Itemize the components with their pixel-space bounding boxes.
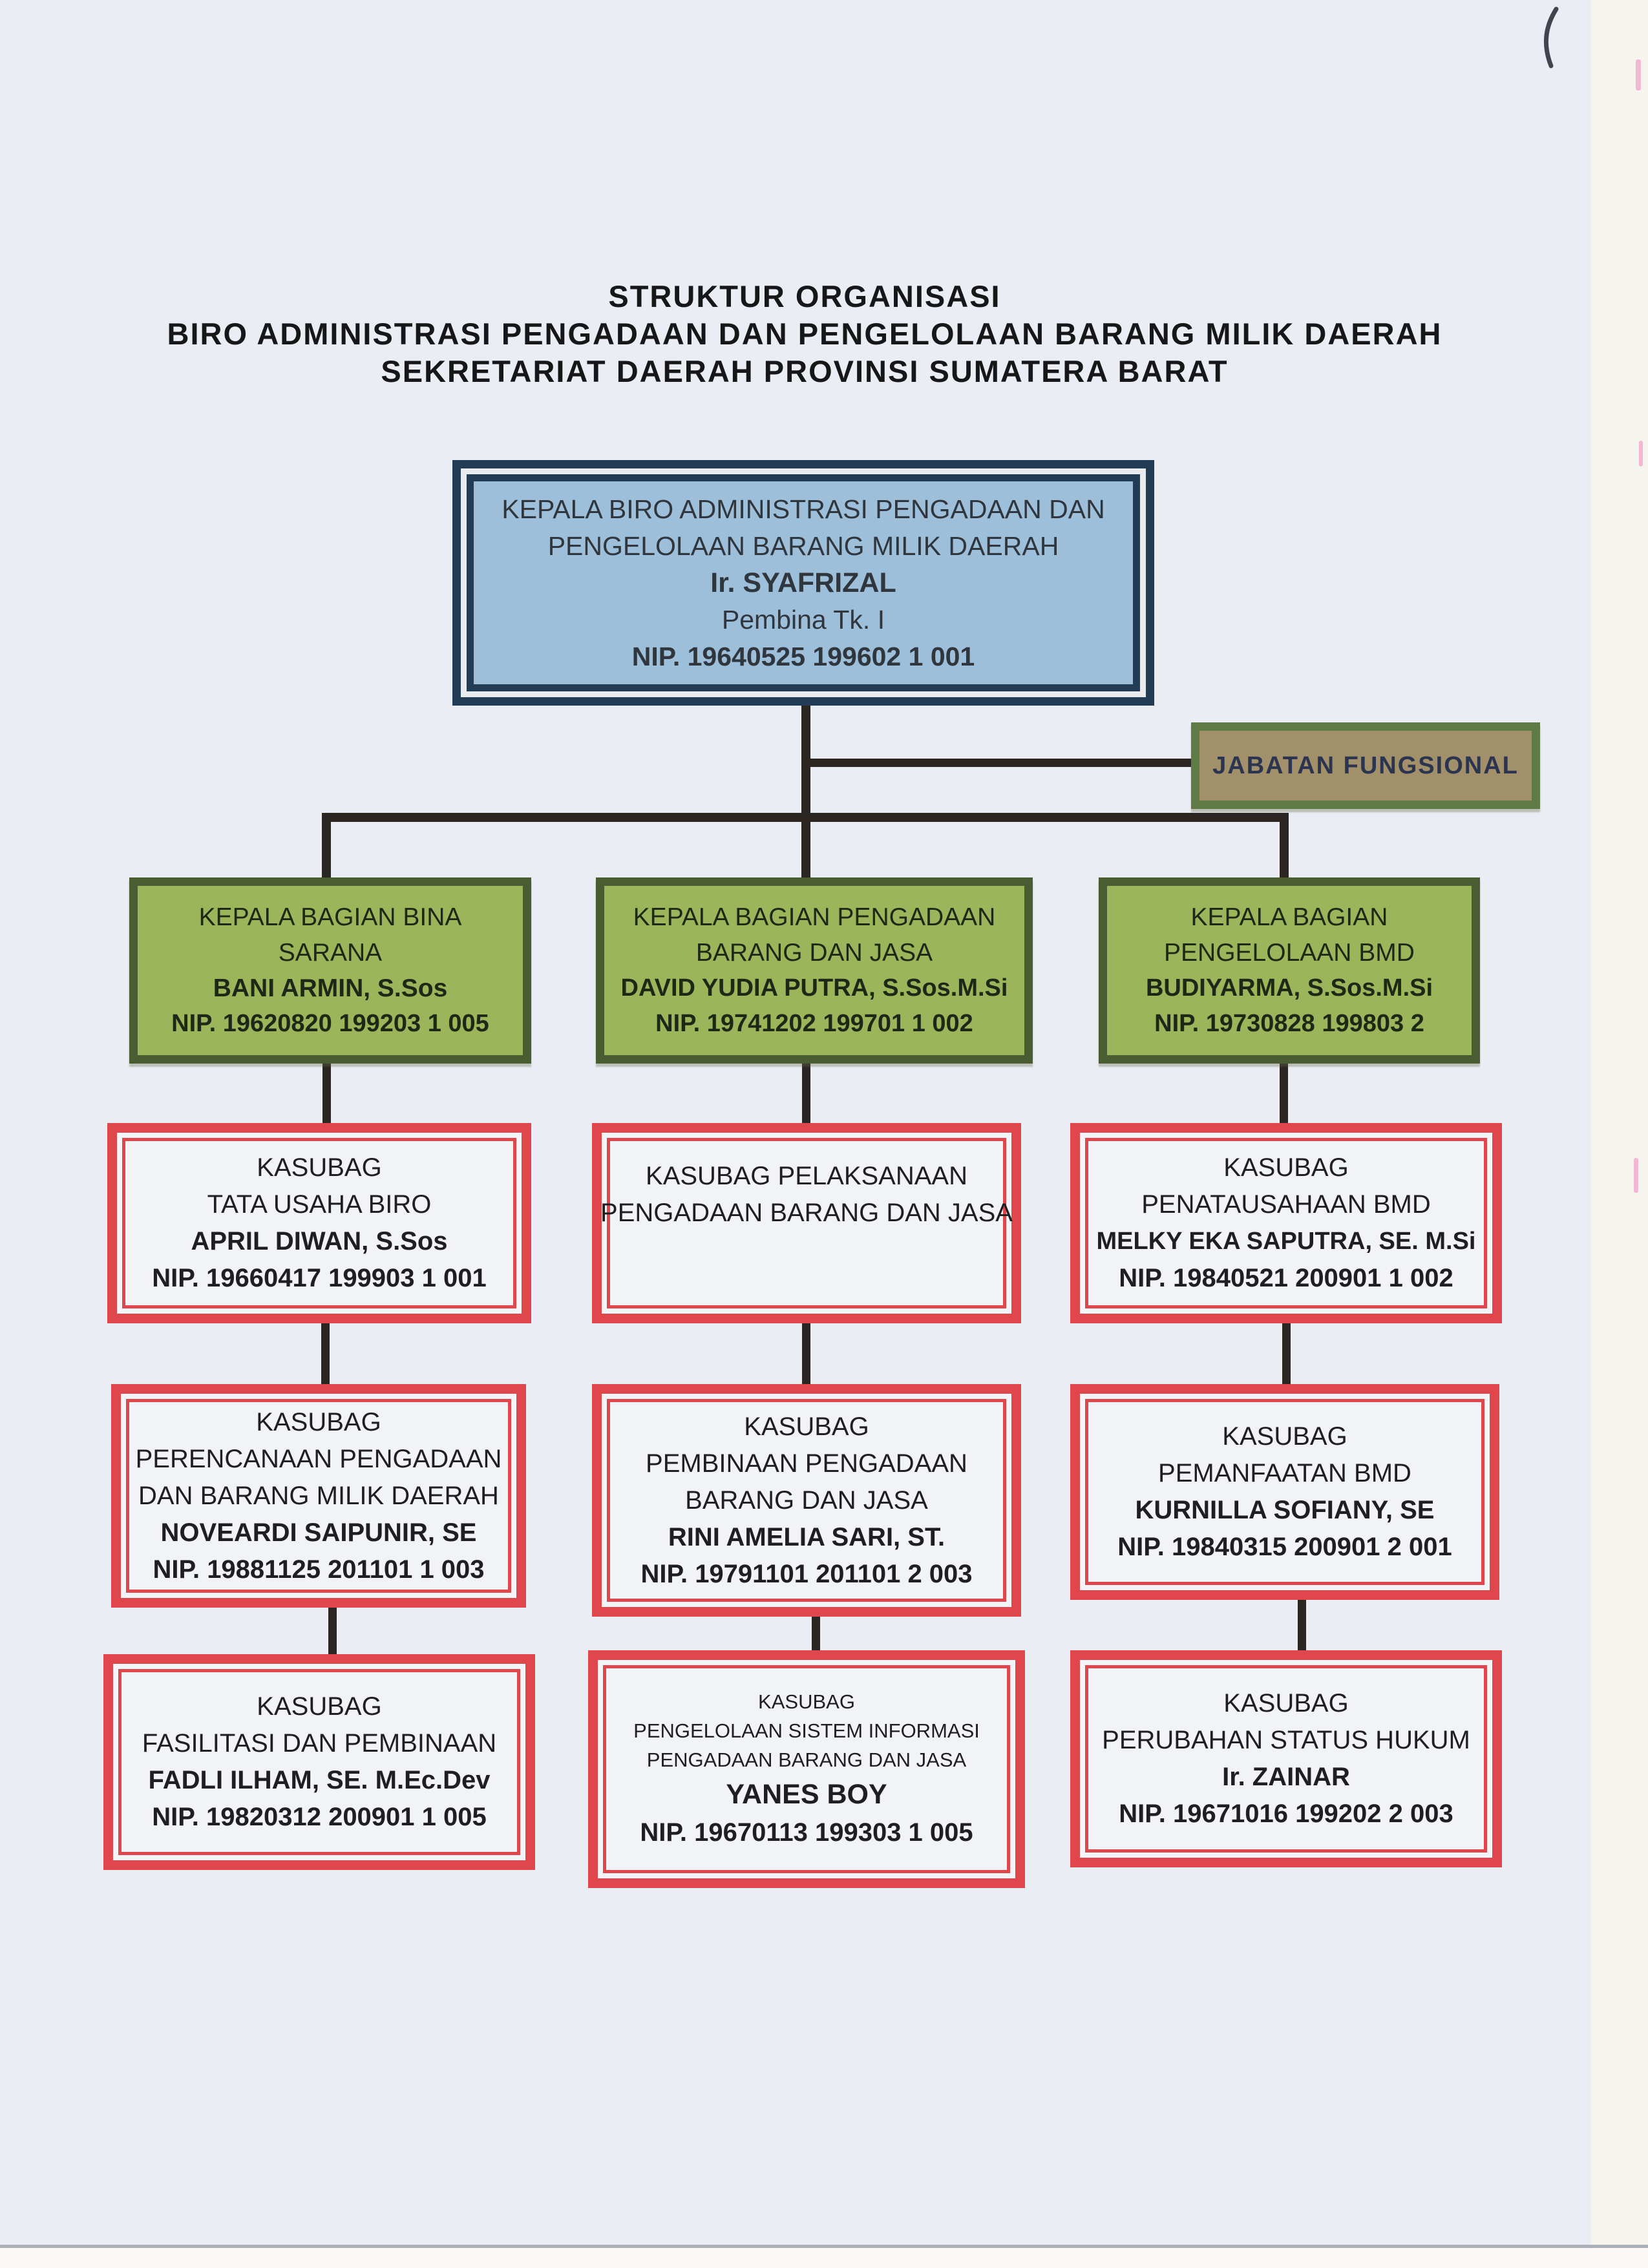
head-office-rank: Pembina Tk. I <box>721 604 885 635</box>
kasubag-line-1: KASUBAG PELAKSANAAN <box>646 1162 967 1190</box>
kasubag-line-1: KASUBAG <box>257 1153 382 1182</box>
kasubag-line-1: KASUBAG <box>257 1692 382 1721</box>
kasubag-line-3: BARANG DAN JASA <box>685 1486 928 1515</box>
dept-nip: NIP. 19730828 199803 2 <box>1154 1010 1424 1037</box>
connector-col1-row2 <box>321 1322 330 1384</box>
kasubag-name: APRIL DIWAN, S.Sos <box>191 1227 448 1255</box>
kasubag-line-3: DAN BARANG MILIK DAERAH <box>138 1481 499 1510</box>
title-line-3: SEKRETARIAT DAERAH PROVINSI SUMATERA BARAT <box>381 354 1229 388</box>
connector-drop-right <box>1280 813 1289 880</box>
title-line-1: STRUKTUR ORGANISASI <box>608 279 1001 313</box>
dept-title-1: KEPALA BAGIAN PENGADAAN <box>633 903 996 931</box>
kasubag-line-1: KASUBAG <box>744 1412 869 1441</box>
kasubag-name: RINI AMELIA SARI, ST. <box>668 1522 945 1551</box>
scanner-artifact <box>1634 1158 1638 1193</box>
kasubag-line-3: PENGADAAN BARANG DAN JASA <box>646 1748 967 1771</box>
connector-drop-left <box>322 813 331 880</box>
paper-bottom-strip <box>0 2248 1648 2268</box>
kasubag-nip: NIP. 19820312 200901 1 005 <box>152 1803 487 1831</box>
dept-name: BANI ARMIN, S.Sos <box>213 974 448 1002</box>
connector-col3-row2 <box>1282 1322 1291 1384</box>
head-office-content <box>467 474 1140 691</box>
dept-name: DAVID YUDIA PUTRA, S.Sos.M.Si <box>620 974 1008 1002</box>
pen-mark <box>1537 4 1582 75</box>
head-office-name: Ir. SYAFRIZAL <box>710 567 896 598</box>
connector-main-horizontal <box>322 813 1289 822</box>
dept-title-2: PENGELOLAAN BMD <box>1164 939 1415 967</box>
kasubag-nip: NIP. 19671016 199202 2 003 <box>1119 1800 1453 1828</box>
dept-title-2: BARANG DAN JASA <box>695 939 933 967</box>
node-kasubag-perubahan-status-hukum <box>1070 1650 1502 1867</box>
dept-title-1: KEPALA BAGIAN <box>1190 903 1388 931</box>
node-dept-bina-sarana <box>129 877 531 1064</box>
node-kasubag-fasilitasi-pembinaan <box>103 1654 535 1870</box>
kasubag-line-2: FASILITASI DAN PEMBINAAN <box>142 1729 497 1758</box>
kasubag-name: YANES BOY <box>726 1779 887 1810</box>
kasubag-line-2: PENGELOLAAN SISTEM INFORMASI <box>633 1719 980 1742</box>
kasubag-line-2: PEMANFAATAN BMD <box>1158 1459 1411 1487</box>
kasubag-line-1: KASUBAG <box>256 1407 381 1436</box>
node-kasubag-penatausahaan-bmd <box>1070 1123 1502 1323</box>
kasubag-name: KURNILLA SOFIANY, SE <box>1135 1496 1435 1524</box>
connector-functional-branch <box>806 759 1194 767</box>
jabatan-fungsional-label: JABATAN FUNGSIONAL <box>1212 751 1519 779</box>
connector-col3-row1 <box>1280 1062 1288 1123</box>
title-line-2: BIRO ADMINISTRASI PENGADAAN DAN PENGELOLAAN BARANG MILIK DAERAH <box>167 317 1442 351</box>
document-title <box>0 278 1609 390</box>
dept-title-1: KEPALA BAGIAN BINA <box>198 903 462 931</box>
node-kasubag-pembinaan-pengadaan <box>592 1384 1021 1617</box>
kasubag-line-2: PENGADAAN BARANG DAN JASA <box>600 1199 1013 1227</box>
kasubag-line-1: KASUBAG <box>1222 1422 1347 1451</box>
node-head-office <box>452 460 1154 706</box>
kasubag-line-1: KASUBAG <box>758 1690 855 1713</box>
node-kasubag-perencanaan-pengadaan <box>111 1384 526 1608</box>
dept-name: BUDIYARMA, S.Sos.M.Si <box>1145 974 1433 1002</box>
node-jabatan-fungsional <box>1191 722 1540 809</box>
connector-col3-row3 <box>1298 1599 1306 1652</box>
node-dept-pengelolaan-bmd <box>1099 877 1480 1064</box>
kasubag-line-2: PENATAUSAHAAN BMD <box>1141 1190 1431 1219</box>
node-dept-pengadaan-barang-jasa <box>596 877 1033 1064</box>
connector-col2-row2 <box>802 1322 810 1384</box>
scanner-artifact <box>1639 441 1643 467</box>
kasubag-name: FADLI ILHAM, SE. M.Ec.Dev <box>148 1766 491 1794</box>
head-office-title-1: KEPALA BIRO ADMINISTRASI PENGADAAN DAN <box>502 494 1105 524</box>
connector-col1-row1 <box>322 1062 331 1123</box>
dept-title-2: SARANA <box>278 939 383 967</box>
kasubag-nip: NIP. 19840521 200901 1 002 <box>1119 1264 1453 1292</box>
kasubag-nip: NIP. 19840315 200901 2 001 <box>1117 1533 1452 1561</box>
kasubag-name: Ir. ZAINAR <box>1222 1763 1350 1791</box>
kasubag-nip: NIP. 19881125 201101 1 003 <box>153 1555 485 1584</box>
scanner-artifact <box>1636 59 1641 90</box>
node-kasubag-pelaksanaan-pengadaan <box>592 1123 1021 1323</box>
kasubag-line-2: PEMBINAAN PENGADAAN <box>646 1449 967 1478</box>
connector-col1-row3 <box>328 1606 337 1654</box>
kasubag-line-2: PERENCANAAN PENGADAAN <box>135 1444 502 1473</box>
kasubag-nip: NIP. 19791101 201101 2 003 <box>640 1559 973 1588</box>
node-kasubag-tata-usaha-biro <box>107 1123 531 1323</box>
dept-nip: NIP. 19620820 199203 1 005 <box>171 1010 489 1037</box>
kasubag-nip: NIP. 19670113 199303 1 005 <box>640 1818 973 1847</box>
connector-col2-row1 <box>802 1062 810 1123</box>
head-office-border-gap <box>461 468 1146 697</box>
connector-head-stem <box>801 704 810 880</box>
kasubag-line-1: KASUBAG <box>1223 1689 1349 1717</box>
kasubag-line-1: KASUBAG <box>1223 1153 1349 1182</box>
node-kasubag-sistem-informasi <box>588 1650 1025 1888</box>
head-office-nip: NIP. 19640525 199602 1 001 <box>631 641 975 671</box>
kasubag-line-2: TATA USAHA BIRO <box>207 1190 432 1219</box>
node-kasubag-pemanfaatan-bmd <box>1070 1384 1499 1600</box>
dept-nip: NIP. 19741202 199701 1 002 <box>655 1010 973 1037</box>
kasubag-nip: NIP. 19660417 199903 1 001 <box>152 1264 487 1292</box>
kasubag-name: MELKY EKA SAPUTRA, SE. M.Si <box>1096 1228 1476 1255</box>
kasubag-line-2: PERUBAHAN STATUS HUKUM <box>1102 1726 1470 1754</box>
head-office-title-2: PENGELOLAAN BARANG MILIK DAERAH <box>547 530 1059 561</box>
kasubag-name: NOVEARDI SAIPUNIR, SE <box>160 1518 477 1547</box>
